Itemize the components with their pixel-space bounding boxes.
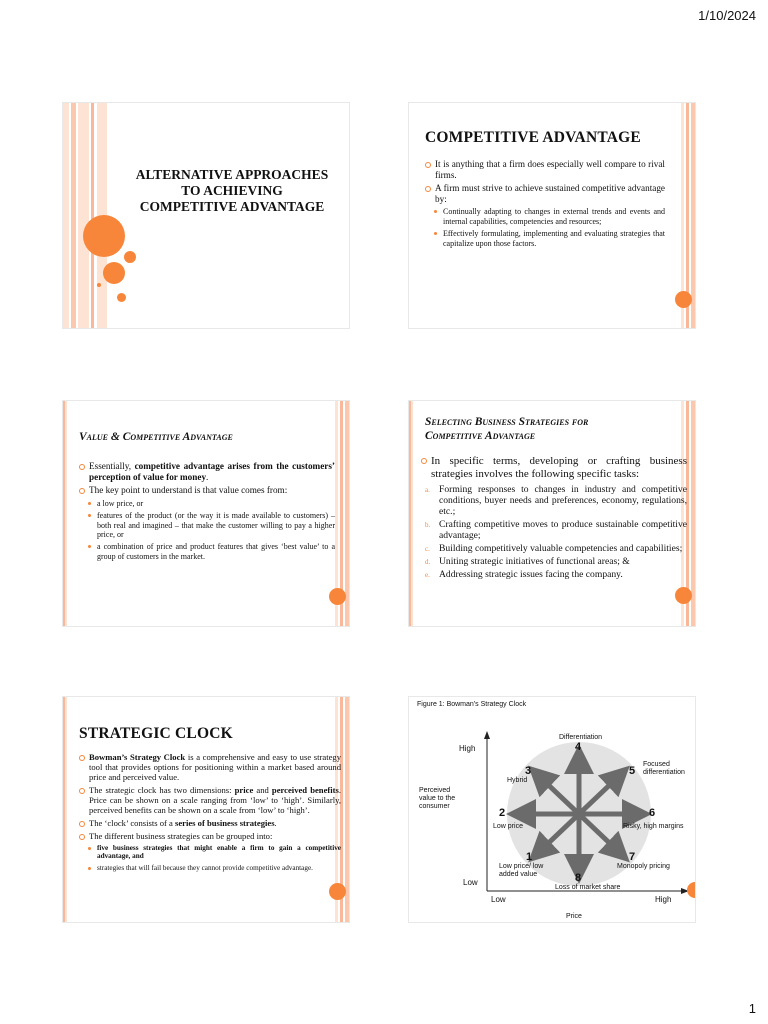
slide-decoration-stripe-left xyxy=(409,401,413,626)
list-marker: d. xyxy=(425,558,431,566)
y-axis-title: Perceived value to the consumer xyxy=(419,787,456,810)
slide-body xyxy=(79,752,341,875)
clock-position-6-number: 6 xyxy=(649,807,656,819)
sub-bullet-item: Effectively formulating, implementing and evaluating strategies that capitalize upon those factors. xyxy=(425,229,665,248)
y-axis-arrowhead xyxy=(484,731,490,739)
slide-marker-dot xyxy=(687,882,695,898)
bullet-item: The strategic clock has two dimensions: price and perceived benefits. Price can be shown on a scale ranging from ‘low’ to ‘high’. Similarly, perceived benefits can be shown on a scale from ‘low’ to ‘high’. xyxy=(79,785,341,815)
list-marker: b. xyxy=(425,521,431,529)
slide-heading xyxy=(425,415,588,443)
slide-strategy-clock-figure xyxy=(408,696,696,923)
clock-position-7-number: 7 xyxy=(629,851,636,863)
slide-decoration-stripe-left xyxy=(63,697,67,922)
list-item: c. Building competitively valuable competencies and capabilities; xyxy=(425,543,683,554)
slide-marker-dot xyxy=(329,883,346,900)
slide-competitive-advantage xyxy=(408,102,696,329)
decoration-circle-small-2 xyxy=(117,293,126,302)
bullet-item: The key point to understand is that value comes from: xyxy=(79,485,335,496)
label-hybrid: Hybrid xyxy=(507,777,528,784)
decoration-circle-large xyxy=(83,215,125,257)
slide-heading: STRATEGIC CLOCK xyxy=(79,725,233,742)
sub-bullet-item: five business strategies that might enable a firm to gain a competitive advantage, and xyxy=(79,844,341,861)
heading-line: Selecting Business Strategies for xyxy=(425,416,589,428)
list-marker: e. xyxy=(425,571,430,579)
title-line: TO ACHIEVING xyxy=(181,183,283,198)
clock-position-3-number: 3 xyxy=(525,765,532,777)
sub-bullet-item: a combination of price and product features that gives ‘best value’ to a group of customers in the market. xyxy=(79,542,335,561)
bullet-item: The ‘clock’ consists of a series of business strategies. xyxy=(79,818,341,828)
label-focused-differentiation: Focused differentiation xyxy=(643,761,685,776)
heading-line: Competitive Advantage xyxy=(425,430,536,442)
slide-heading: Value & Competitive Advantage xyxy=(79,431,233,443)
slide-strategic-clock xyxy=(62,696,350,923)
label-monopoly-pricing: Monopoly pricing xyxy=(617,863,670,870)
slide-body xyxy=(425,159,665,251)
label-differentiation: Differentiation xyxy=(559,734,603,741)
bullet-item: Bowman’s Strategy Clock is a comprehensive and easy to use strategy tool that provides options for positioning within a market based around price and perceived value. xyxy=(79,752,341,782)
x-axis-title: Price xyxy=(566,913,582,920)
slide-value-competitive-advantage xyxy=(62,400,350,627)
bullet-item: In specific terms, developing or crafting business strategies involves the following specific tasks: xyxy=(421,455,687,481)
list-item: b. Crafting competitive moves to produce sustainable competitive advantage; xyxy=(425,519,687,541)
sub-bullet-item: features of the product (or the way it is made available to customers) – both real and imagined – that make the customer willing to pay a higher price, or xyxy=(79,511,335,539)
label-loss-of-market-share: Loss of market share xyxy=(555,884,621,891)
slide-heading: COMPETITIVE ADVANTAGE xyxy=(425,129,641,146)
list-item: a. Forming responses to changes in industry and competitive conditions, buyer needs and preferences, economy, regulations, etc.; xyxy=(425,484,687,517)
slide-body xyxy=(421,455,687,582)
list-item: d. Uniting strategic initiatives of functional areas; & xyxy=(425,556,630,567)
decoration-circle-tiny xyxy=(97,283,101,287)
y-axis-high-label: High xyxy=(459,744,476,753)
list-marker: a. xyxy=(425,486,430,494)
title-line: ALTERNATIVE APPROACHES xyxy=(135,167,329,182)
x-axis-low-label: Low xyxy=(491,895,506,904)
bullet-item: Essentially, competitive advantage arises from the customers’ perception of value for money. xyxy=(79,461,335,482)
clock-position-2-number: 2 xyxy=(499,807,506,819)
document-date: 1/10/2024 xyxy=(698,8,756,23)
slide-marker-dot xyxy=(675,587,692,604)
slide-title xyxy=(62,102,350,329)
slide-selecting-strategies xyxy=(408,400,696,627)
bullet-item: A firm must strive to achieve sustained competitive advantage by: xyxy=(425,183,665,204)
label-risky-high-margins: Risky, high margins xyxy=(623,823,684,830)
sub-bullet-item: a low price, or xyxy=(79,499,335,508)
clock-position-8-number: 8 xyxy=(575,872,582,884)
bullet-item: It is anything that a firm does especially well compare to rival firms. xyxy=(425,159,665,180)
x-axis-high-label: High xyxy=(655,895,672,904)
slide-marker-dot xyxy=(675,291,692,308)
page-number: 1 xyxy=(748,1001,756,1016)
figure-title: Figure 1: Bowman's Strategy Clock xyxy=(417,701,527,708)
slide-title-text xyxy=(121,167,343,215)
clock-position-1-number: 1 xyxy=(526,851,533,863)
bullet-item: The different business strategies can be grouped into: xyxy=(79,831,341,841)
clock-position-4-number: 4 xyxy=(575,741,582,753)
clock-position-5-number: 5 xyxy=(629,765,636,777)
title-line: COMPETITIVE ADVANTAGE xyxy=(139,199,325,214)
label-low-price-low-added-value: Low price/ low added value xyxy=(499,863,544,878)
sub-bullet-item: strategies that will fail because they cannot provide competitive advantage. xyxy=(79,864,341,872)
slide-marker-dot xyxy=(329,588,346,605)
decoration-circle-medium xyxy=(103,262,125,284)
list-item: e. Addressing strategic issues facing the company. xyxy=(425,569,623,580)
slide-body xyxy=(79,461,335,564)
decoration-circle-small xyxy=(124,251,136,263)
slide-decoration-stripe-left xyxy=(63,401,67,626)
list-marker: c. xyxy=(425,545,430,553)
label-low-price: Low price xyxy=(493,823,523,830)
y-axis-low-label: Low xyxy=(463,878,478,887)
sub-bullet-item: Continually adapting to changes in external trends and events and internal capabilities, competencies and resources; xyxy=(425,207,665,226)
